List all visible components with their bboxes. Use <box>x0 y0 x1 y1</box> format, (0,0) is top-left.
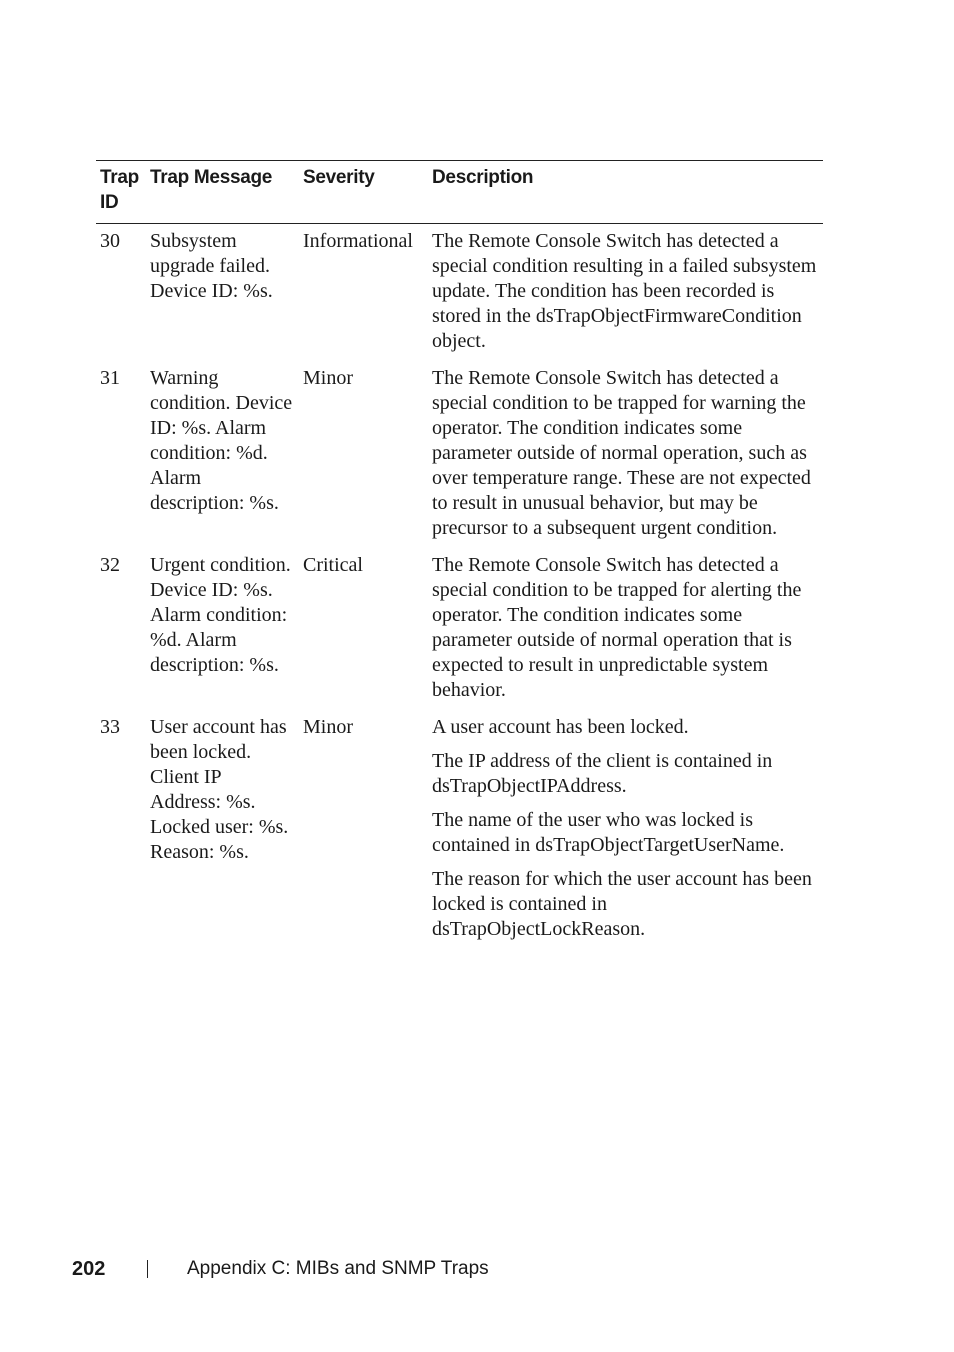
page-number: 202 <box>72 1258 106 1280</box>
cell-description <box>428 549 823 711</box>
cell-trap-message: Urgent condition. Device ID: %s. Alarm condition: %d. Alarm description: %s. <box>150 554 291 676</box>
description-paragraph: The IP address of the client is contained in dsTrapObjectIPAddress. <box>432 750 773 797</box>
cell-description <box>428 362 823 549</box>
cell-severity: Minor <box>303 716 353 738</box>
cell-trap-id: 32 <box>100 554 120 576</box>
snmp-traps-table <box>96 160 823 950</box>
footer-section-title: Appendix C: MIBs and SNMP Traps <box>187 1258 489 1279</box>
cell-trap-message: Warning condition. Device ID: %s. Alarm condition: %d. Alarm description: %s. <box>150 367 293 514</box>
header-trap-message: Trap Message <box>146 161 299 224</box>
cell-severity: Informational <box>303 230 413 252</box>
description-paragraph: The Remote Console Switch has detected a special condition to be trapped for alerting the operator. The condition indicates some parameter outside of normal operation that is expected to result in unpredictable system behavior. <box>432 554 802 701</box>
table-row <box>96 362 823 549</box>
cell-trap-id: 30 <box>100 230 120 252</box>
cell-trap-message: Subsystem upgrade failed. Device ID: %s. <box>150 230 273 302</box>
description-paragraph: The name of the user who was locked is contained in dsTrapObjectTargetUserName. <box>432 809 785 856</box>
cell-trap-id: 31 <box>100 367 120 389</box>
table-header-row <box>96 161 823 224</box>
description-paragraph: The Remote Console Switch has detected a special condition resulting in a failed subsystem update. The condition has been recorded is stored in the dsTrapObjectFirmwareCondition object. <box>432 230 817 352</box>
footer-divider <box>147 1260 148 1278</box>
table-row <box>96 224 823 363</box>
cell-description <box>428 711 823 950</box>
cell-description <box>428 224 823 363</box>
header-trap-id: Trap ID <box>96 161 146 224</box>
description-paragraph: The Remote Console Switch has detected a special condition to be trapped for warning the operator. The condition indicates some parameter outside of normal operation, such as over temperature range. These are not expected to result in unusual behavior, but may be precursor to a subsequent urgent condition. <box>432 367 811 539</box>
cell-trap-message: User account has been locked. Client IP Address: %s. Locked user: %s. Reason: %s. <box>150 716 289 863</box>
description-paragraph: A user account has been locked. <box>432 716 689 738</box>
header-severity: Severity <box>299 161 428 224</box>
description-paragraph: The reason for which the user account has been locked is contained in dsTrapObjectLockReason. <box>432 868 812 940</box>
cell-severity: Critical <box>303 554 363 576</box>
header-description: Description <box>428 161 823 224</box>
table-row <box>96 549 823 711</box>
cell-trap-id: 33 <box>100 716 120 738</box>
table-row <box>96 711 823 950</box>
cell-severity: Minor <box>303 367 353 389</box>
